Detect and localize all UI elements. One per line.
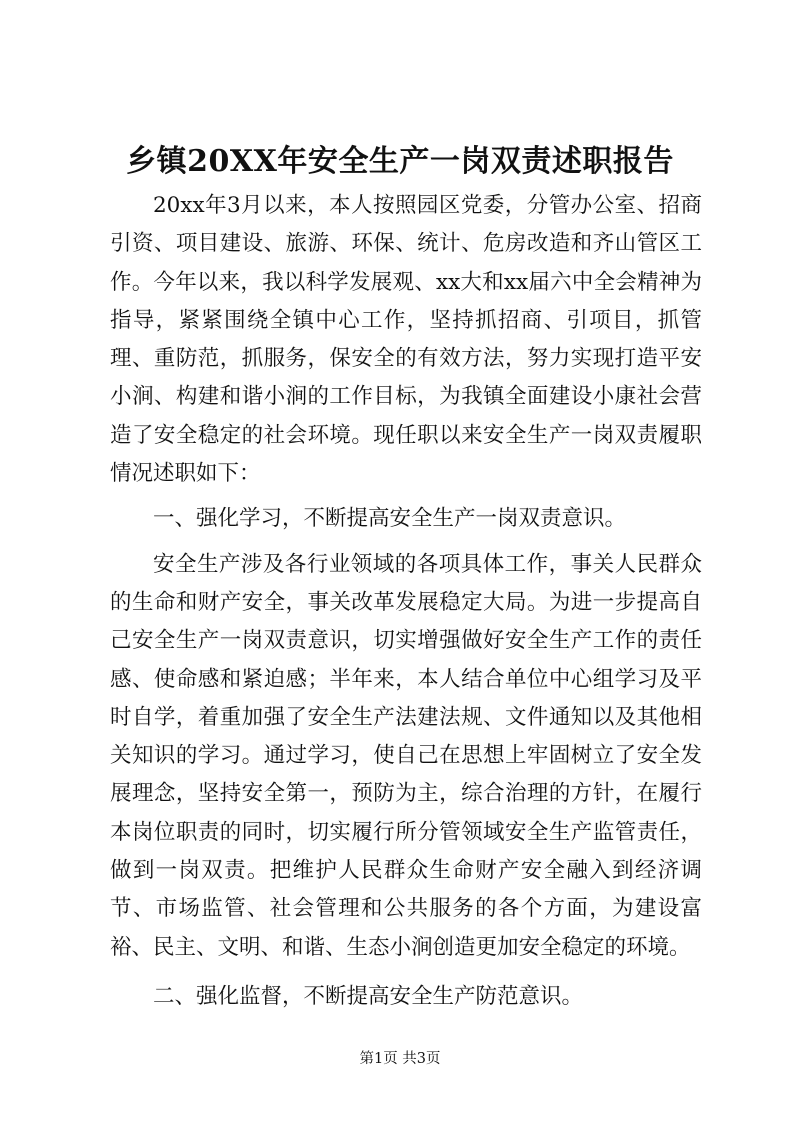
- document-title: 乡镇20XX年安全生产一岗双责述职报告: [126, 144, 674, 179]
- section-heading-1: 一、强化学习，不断提高安全生产一岗双责意识。: [153, 506, 627, 532]
- page-footer: 第1页 共3页: [359, 1051, 441, 1067]
- section-heading-2: 二、强化监督，不断提高安全生产防范意识。: [153, 983, 584, 1009]
- document-body: [110, 187, 702, 1016]
- section-1-paragraph: 安全生产涉及各行业领域的各项具体工作，事关人民群众的生命和财产安全，事关改革发展稳定大局。为进一步提高自己安全生产一岗双责意识，切实增强做好安全生产工作的责任感、使命感和紧迫感；半年来，本人结合单位中心组学习及平时自学，着重加强了安全生产法建法规、文件通知以及其他相关知识的学习。通过学习，使自己在思想上牢固树立了安全发展理念，坚持安全第一，预防为主，综合治理的方针，在履行本岗位职责的同时，切实履行所分管领域安全生产监管责任，做到一岗双责。把维护人民群众生命财产安全融入到经济调节、市场监管、社会管理和公共服务的各个方面，为建设富裕、民主、文明、和谐、生态小涧创造更加安全稳定的环境。: [110, 551, 702, 960]
- intro-paragraph: 20xx年3月以来，本人按照园区党委，分管办公室、招商引资、项目建设、旅游、环保、统计、危房改造和齐山管区工作。今年以来，我以科学发展观、xx大和xx届六中全会精神为指导，紧紧围绕全镇中心工作，坚持抓招商、引项目，抓管理、重防范，抓服务，保安全的有效方法，努力实现打造平安小涧、构建和谐小涧的工作目标，为我镇全面建设小康社会营造了安全稳定的社会环境。现任职以来安全生产一岗双责履职情况述职如下：: [110, 193, 702, 487]
